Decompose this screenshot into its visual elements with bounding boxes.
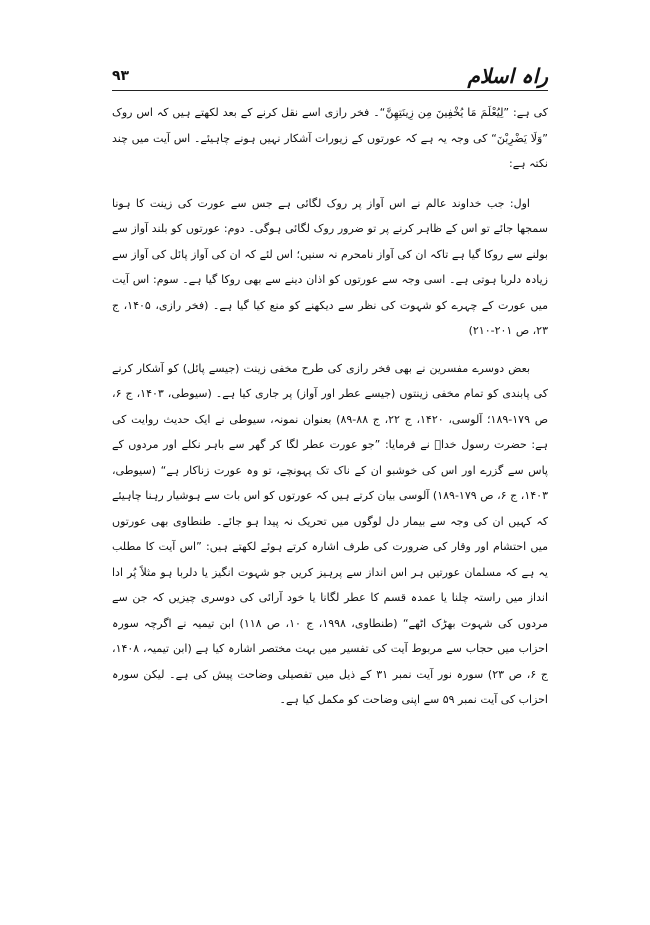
- page-number: ۹۳: [112, 68, 130, 84]
- header-rule: [112, 90, 548, 91]
- paragraph-continuation: کی ہے: ”لِيُعْلَمَ مَا يُخْفِينَ مِن زِينَتِهِنَّ“۔ فخر رازی اسے نقل کرنے کے بعد لکھتے ہیں کہ اس روک ”وَلَا يَضْرِبْنَ“ کی وجہ یہ ہے کہ عورتوں کے زیورات آشکار نہیں ہونے چاہیئے۔ اس آیت میں چند نکتہ ہے:: [112, 106, 548, 170]
- paragraph-commentators: بعض دوسرے مفسرین نے بھی فخر رازی کی طرح مخفی زینت (جیسے پائل) کو آشکار کرنے کی پابندی کو تمام مخفی زینتوں (جیسے عطر اور آواز) پر جاری کیا ہے۔ (سیوطی، ۱۴۰۳، ج ۶، ص ۱۷۹-۱۸۹؛ آلوسی، ۱۴۲۰، ج ۲۲، ج ۸۸-۸۹) بعنوان نمونہ، سیوطی نے ایک حدیث روایت کی ہے: حضرت رسول خداؐ نے فرمایا: ”جو عورت عطر لگا کر گھر سے باہر نکلے اور مردوں کے پاس سے گزرے اور اس کی خوشبو ان کے ناک تک پہونچے، تو وہ عورت زناکار ہے“ (سیوطی، ۱۴۰۳، ج ۶، ص ۱۷۹-۱۸۹) آلوسی بیان کرتے ہیں کہ عورتوں کو اس بات سے ہوشیار رہنا چاہیئے کہ کہیں ان کی وجہ سے بیمار دل لوگوں میں تحریک نہ پیدا ہو جائے۔ طنطاوی بھی عورتوں میں احتشام اور وقار کی ضرورت کی طرف اشارہ کرتے ہوئے لکھتے ہیں: ”اس آیت کا مطلب یہ ہے کہ مسلمان عورتیں ہر اس انداز سے پرہیز کریں جو شہوت انگیز یا دلربا ہو مثلاً پُر ادا انداز میں راستہ چلنا یا عمدہ قسم کا عطر لگانا یا خود آرائی کی دوسری چیزیں کہ جن سے مردوں کی شہوت بھڑک اٹھے“ (طنطاوی، ۱۹۹۸، ج ۱۰، ص ۱۱۸) ابن تیمیہ نے اگرچہ سورہ احزاب میں حجاب سے مربوط آیت کی تفسیر میں بہت مختصر اشارہ کیا ہے (ابن تیمیہ، ۱۴۰۸، ج ۶، ص ۲۳) سورہ نور آیت نمبر ۳۱ کے ذیل میں تفصیلی وضاحت پیش کی ہے۔ لیکن سورہ احزاب کی آیت نمبر ۵۹ سے اپنی وضاحت کو مکمل کیا ہے۔: [112, 361, 549, 706]
- running-title: راہ اسلام: [467, 64, 548, 88]
- body-text: [112, 100, 548, 725]
- paragraph-points: اول: جب خداوند عالم نے اس آواز پر روک لگائی ہے جس سے عورت کی زینت کا ہونا سمجھا جائے تو اس کے ظاہر کرنے پر تو ضرور روک لگائی ہوگی۔ دوم: عورتوں کو بلند آواز سے بولنے سے روکا گیا ہے تاکہ ان کی آواز نامحرم نہ سنیں؛ اس لئے کہ ان کی آواز پائل کی آواز سے زیادہ دلربا ہوتی ہے۔ اسی وجہ سے عورتوں کو اذان دینے سے بھی روکا گیا ہے۔ سوم: اس آیت میں عورت کے چہرے کو شہوت کی نظر سے دیکھنے کو منع کیا گیا ہے۔ (فخر رازی، ۱۴۰۵، ج ۲۳، ص ۲۰۱-۲۱۰): [112, 196, 548, 337]
